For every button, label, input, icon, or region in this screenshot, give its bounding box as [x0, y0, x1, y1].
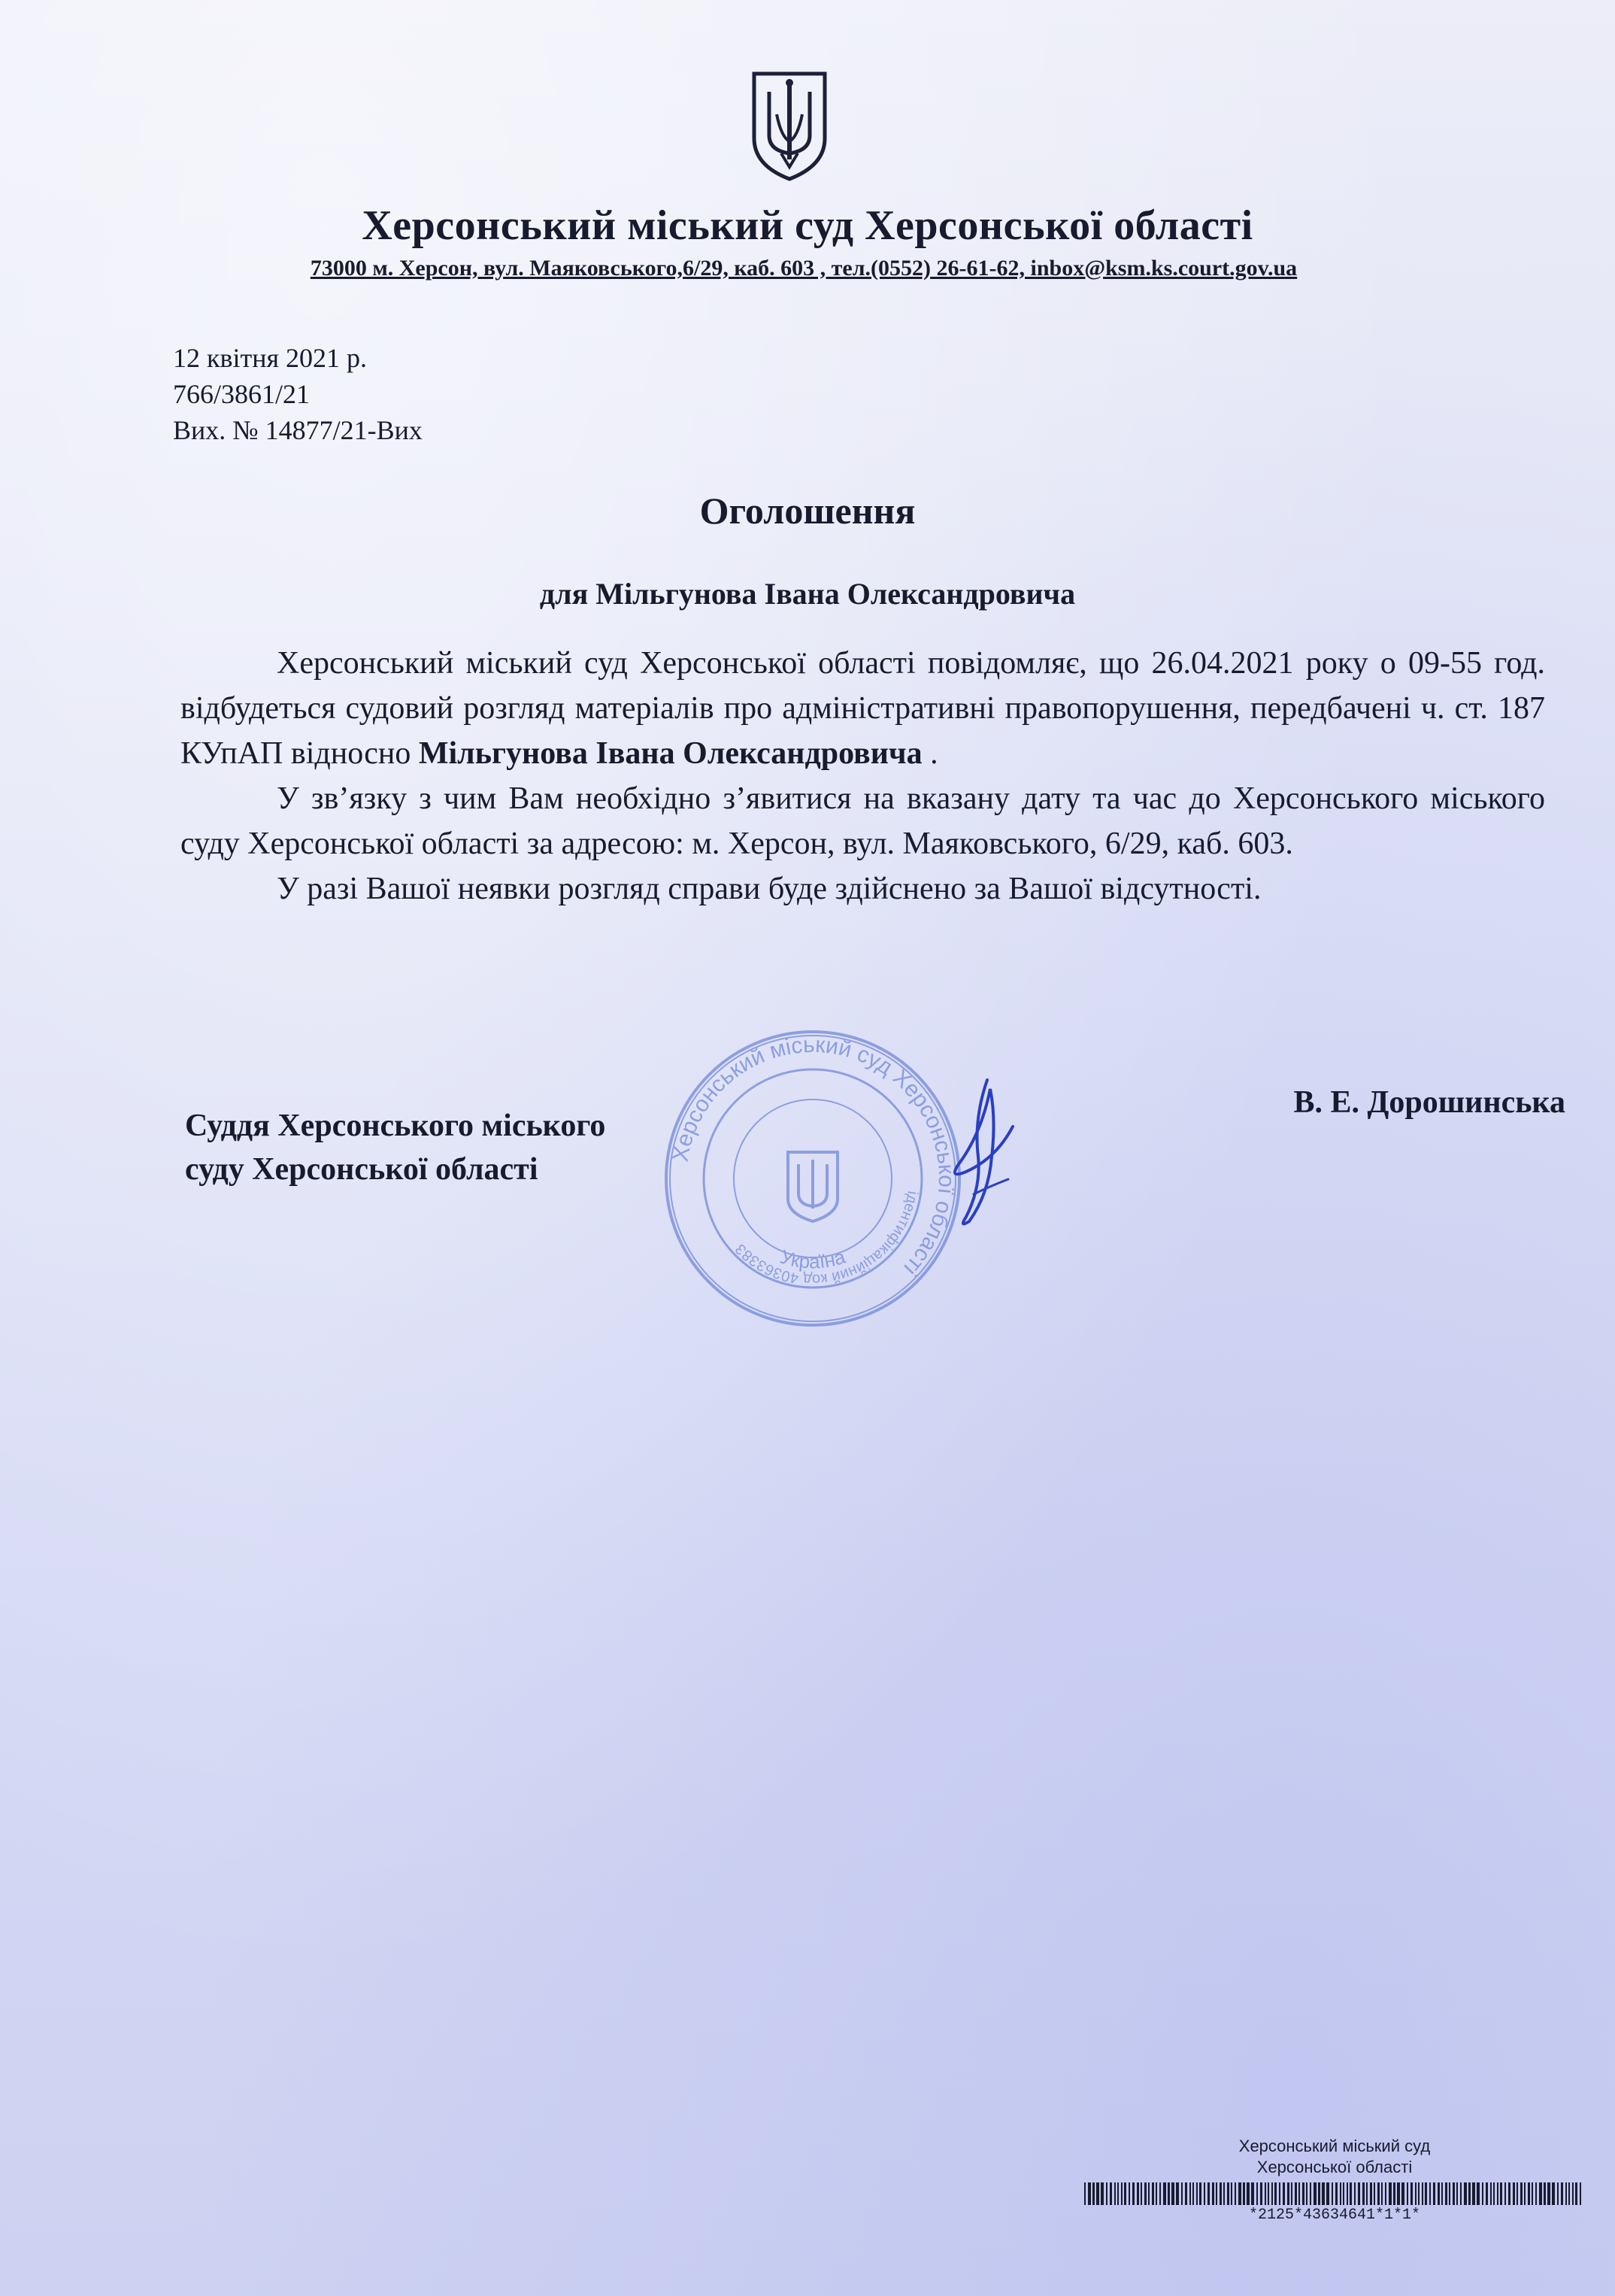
barcode-bar [1121, 2182, 1123, 2205]
barcode-bar [1268, 2182, 1269, 2205]
barcode-bar [1422, 2182, 1423, 2205]
stamp-inner-text: ідентифікаційний код 40363383 [732, 1190, 921, 1288]
barcode-bar [1438, 2182, 1440, 2205]
barcode-bar [1238, 2182, 1241, 2205]
stamp-country-text: Україна [777, 1245, 848, 1273]
barcode-bar [1204, 2182, 1205, 2205]
barcode-bar [1552, 2182, 1555, 2205]
barcode-bar [1343, 2182, 1344, 2205]
barcode-bar [1477, 2182, 1480, 2205]
document-meta [173, 340, 423, 448]
barcode-bar [1192, 2182, 1194, 2205]
barcode-bar [1106, 2182, 1107, 2205]
barcode-bar [1117, 2182, 1119, 2205]
outgoing-number: Вих. № 14877/21-Вих [173, 415, 423, 445]
barcode-bar [1544, 2182, 1546, 2205]
barcode-bar [1561, 2182, 1563, 2205]
notice-heading: Оголошення [699, 490, 916, 532]
footer-court-line1: Херсонський міський суд [1238, 2137, 1431, 2155]
barcode-bar [1156, 2182, 1157, 2205]
barcode [1083, 2182, 1586, 2205]
barcode-bar [1302, 2182, 1304, 2205]
barcode-bar [1318, 2182, 1320, 2205]
barcode-bar [1568, 2182, 1570, 2205]
barcode-bar [1500, 2182, 1502, 2205]
judge-title-line2: суду Херсонської області [185, 1152, 538, 1187]
judge-title-line1: Суддя Херсонського міського [185, 1109, 606, 1143]
barcode-bar [1389, 2182, 1392, 2205]
barcode-bar [1124, 2182, 1126, 2205]
barcode-bar [1159, 2182, 1161, 2205]
barcode-bar [1326, 2182, 1329, 2205]
barcode-bar [1199, 2182, 1201, 2205]
barcode-bar [1171, 2182, 1174, 2205]
barcode-bar [1468, 2182, 1471, 2205]
barcode-bar [1580, 2182, 1581, 2205]
barcode-bar [1508, 2182, 1510, 2205]
barcode-bar [1565, 2182, 1567, 2205]
case-number: 766/3861/21 [173, 379, 311, 409]
barcode-bar [1504, 2182, 1506, 2205]
barcode-bar [1486, 2182, 1488, 2205]
barcode-bar [1256, 2182, 1258, 2205]
barcode-number: *2125*43634641*1*1* [1248, 2207, 1421, 2224]
barcode-bar [1092, 2182, 1095, 2205]
barcode-bar [1358, 2182, 1360, 2205]
barcode-bar [1433, 2182, 1435, 2205]
barcode-bar [1314, 2182, 1317, 2205]
stamp-trident-icon [788, 1152, 838, 1221]
judge-title [185, 1104, 605, 1191]
barcode-bar [1223, 2182, 1225, 2205]
svg-text:Україна [777, 1245, 848, 1272]
paragraph-hearing [180, 641, 1545, 776]
barcode-bar [1385, 2182, 1386, 2205]
barcode-bar [1347, 2182, 1348, 2205]
barcode-bar [1513, 2182, 1515, 2205]
barcode-bar [1517, 2182, 1518, 2205]
barcode-bar [1274, 2182, 1277, 2205]
barcode-bar [1235, 2182, 1236, 2205]
barcode-bar [1110, 2182, 1112, 2205]
barcode-bar [1441, 2182, 1443, 2205]
barcode-bar [1472, 2182, 1475, 2205]
barcode-bar [1163, 2182, 1166, 2205]
paragraph-appearance: У зв’язку з чим Вам необхідно з’явитися на вказану дату та час до Херсонського міського суду Херсонської області за адресою: м. Херсон, вул. Маяковського, 6/29, каб. 603. [180, 781, 1545, 861]
barcode-bar [1445, 2182, 1447, 2205]
barcode-bar [1557, 2182, 1559, 2205]
barcode-bar [1114, 2182, 1116, 2205]
barcode-bar [1247, 2182, 1250, 2205]
barcode-bar [1407, 2182, 1408, 2205]
barcode-bar [1251, 2182, 1254, 2205]
barcode-bar [1575, 2182, 1577, 2205]
barcode-bar [1137, 2182, 1139, 2205]
trident-coat-of-arms-icon [748, 69, 831, 182]
court-seal-stamp [659, 1024, 967, 1333]
judge-name: В. Е. Дорошинська [1293, 1085, 1565, 1120]
barcode-bar [1176, 2182, 1179, 2205]
barcode-bar [1410, 2182, 1413, 2205]
barcode-bar [1088, 2182, 1091, 2205]
barcode-bar [1283, 2182, 1285, 2205]
barcode-bar [1464, 2182, 1467, 2205]
barcode-bar [1144, 2182, 1147, 2205]
barcode-bar [1397, 2182, 1400, 2205]
barcode-bar [1490, 2182, 1492, 2205]
svg-text:ідентифікаційний код 40363383 [732, 1190, 921, 1288]
barcode-bar [1287, 2182, 1289, 2205]
barcode-bar [1231, 2182, 1232, 2205]
barcode-bar [1279, 2182, 1280, 2205]
footer-court-line2: Херсонської області [1256, 2158, 1413, 2176]
barcode-bar [1535, 2182, 1537, 2205]
barcode-bar [1528, 2182, 1530, 2205]
notice-addressee: для Мільгунова Івана Олександровича [539, 577, 1076, 611]
stamp-outer-text: Херсонський міський суд Херсонської області [668, 1032, 959, 1281]
barcode-bar [1227, 2182, 1229, 2205]
barcode-bar [1185, 2182, 1187, 2205]
barcode-bar [1132, 2182, 1135, 2205]
barcode-bar [1520, 2182, 1523, 2205]
barcode-bar [1243, 2182, 1245, 2205]
barcode-bar [1497, 2182, 1498, 2205]
barcode-bar [1084, 2182, 1086, 2205]
barcode-bar [1152, 2182, 1154, 2205]
barcode-bar [1306, 2182, 1307, 2205]
barcode-bar [1181, 2182, 1183, 2205]
barcode-bar [1393, 2182, 1395, 2205]
barcode-bar [1418, 2182, 1420, 2205]
barcode-bar [1322, 2182, 1325, 2205]
barcode-bar [1265, 2182, 1266, 2205]
judge-signature [944, 1074, 1019, 1232]
barcode-bar [1101, 2182, 1104, 2205]
barcode-bar [1425, 2182, 1427, 2205]
barcode-bar [1415, 2182, 1417, 2205]
paragraph-hearing-end: . [922, 736, 938, 771]
barcode-bar [1271, 2182, 1273, 2205]
barcode-bar [1456, 2182, 1458, 2205]
barcode-bar [1374, 2182, 1375, 2205]
barcode-bar [1310, 2182, 1311, 2205]
barcode-bar [1298, 2182, 1300, 2205]
barcode-bar [1370, 2182, 1372, 2205]
barcode-bar [1096, 2182, 1099, 2205]
barcode-bar [1335, 2182, 1338, 2205]
barcode-bar [1220, 2182, 1222, 2205]
barcode-bar [1350, 2182, 1352, 2205]
barcode-bar [1207, 2182, 1210, 2205]
barcode-bar [1260, 2182, 1262, 2205]
barcode-bar [1141, 2182, 1142, 2205]
barcode-bar [1212, 2182, 1214, 2205]
barcode-bar [1129, 2182, 1130, 2205]
barcode-bar [1460, 2182, 1462, 2205]
barcode-bar [1493, 2182, 1495, 2205]
court-address-line: 73000 м. Херсон, вул. Маяковського,6/29, каб. 603 , тел.(0552) 26-61-62, inbox@ksm.ks.court.gov.ua [310, 256, 1298, 281]
barcode-bar [1381, 2182, 1383, 2205]
barcode-bar [1524, 2182, 1526, 2205]
barcode-bar [1572, 2182, 1574, 2205]
barcode-bar [1401, 2182, 1404, 2205]
paragraph-absence: У разі Вашої неявки розгляд справи буде здійснено за Вашої відсутності. [277, 872, 1262, 906]
barcode-bar [1429, 2182, 1431, 2205]
barcode-bar [1539, 2182, 1542, 2205]
barcode-bar [1216, 2182, 1217, 2205]
barcode-bar [1148, 2182, 1150, 2205]
barcode-bar [1366, 2182, 1368, 2205]
barcode-bar [1168, 2182, 1170, 2205]
barcode-bar [1547, 2182, 1550, 2205]
barcode-bar [1377, 2182, 1380, 2205]
barcode-bar [1362, 2182, 1365, 2205]
barcode-bar [1449, 2182, 1450, 2205]
barcode-bar [1340, 2182, 1341, 2205]
paragraph-hearing-text: Херсонський міський суд Херсонської області повідомляє, що 26.04.2021 року о 09-55 год. відбудеться судовий розгляд матеріалів про адміністративні правопорушення, передбачені ч. ст. 187 КУпАП відносно [180, 646, 1545, 771]
notice-body [180, 641, 1545, 911]
document-date: 12 квітня 2021 р. [173, 343, 368, 373]
barcode-bar [1354, 2182, 1356, 2205]
barcode-bar [1453, 2182, 1455, 2205]
barcode-bar [1291, 2182, 1292, 2205]
barcode-bar [1295, 2182, 1297, 2205]
barcode-bar [1196, 2182, 1198, 2205]
barcode-bar [1189, 2182, 1191, 2205]
defendant-name: Мільгунова Івана Олександровича [418, 736, 923, 771]
barcode-bar [1332, 2182, 1333, 2205]
court-name-title: Херсонський міський суд Херсонської області [362, 202, 1253, 249]
registry-footer [1083, 2136, 1586, 2224]
barcode-bar [1532, 2182, 1533, 2205]
barcode-bar [1482, 2182, 1483, 2205]
